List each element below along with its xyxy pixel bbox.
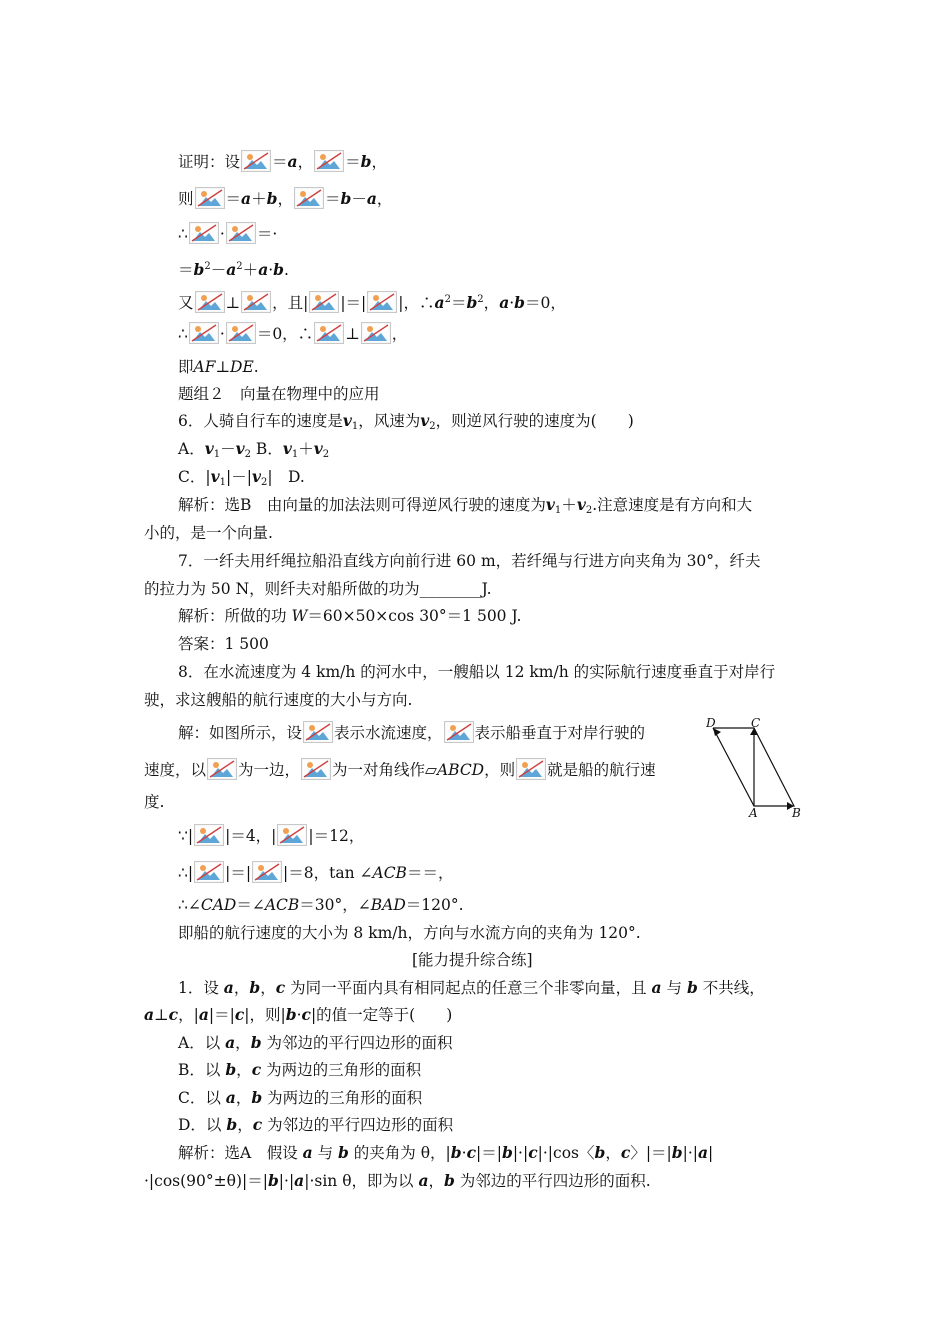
vector-image-icon xyxy=(207,758,237,780)
q7-solution: 解析：所做的功 W＝60×50×cos 30°＝1 500 J. xyxy=(178,607,522,625)
q8-solution-2: 速度，以 为一边， 为一对角线作▱ABCD，则 就是船的航行速 xyxy=(144,758,656,781)
vector-image-icon xyxy=(361,322,391,344)
proof-line-7: 即AF⊥DE. xyxy=(178,358,259,376)
p1-stem-2: a⊥c，|a|＝|c|，则|b·c|的值一定等于( ) xyxy=(144,1005,453,1024)
vector-image-icon xyxy=(309,291,339,313)
label-c: C xyxy=(751,716,761,730)
proof-line-3: ∴ · ＝· xyxy=(178,222,277,245)
vector-image-icon xyxy=(303,721,333,743)
proof-line-5: 又 ⊥ ，且| |＝| |，$\therefore a^2=b^2$，a·b＝0， xyxy=(178,293,566,312)
q7-answer: 答案：1 500 xyxy=(178,635,269,653)
vector-image-icon xyxy=(195,187,225,209)
vector-image-icon xyxy=(194,824,224,846)
q8-solution-1: 解：如图所示，设 表示水流速度， 表示船垂直于对岸行驶的 xyxy=(178,721,645,744)
vector-image-icon xyxy=(444,721,474,743)
vector-image-icon xyxy=(189,322,219,344)
vector-image-icon xyxy=(314,150,344,172)
vector-image-icon xyxy=(226,222,256,244)
vector-image-icon xyxy=(277,824,307,846)
q8-stem-2: 驶，求这艘船的航行速度的大小与方向. xyxy=(144,691,413,709)
q8-solution-4: ∵| |＝4，| |＝12， xyxy=(178,824,364,847)
vector-image-icon xyxy=(194,861,224,883)
q6-solution-1: 解析：选B 由向量的加法法则可得逆风行驶的速度为$v_1+v_2$.注意速度是有方向和大 xyxy=(178,495,753,516)
vector-image-icon xyxy=(241,291,271,313)
label-a: A xyxy=(749,806,758,820)
q8-solution-6: ∴∠CAD＝∠ACB＝30°，∠BAD＝120°. xyxy=(178,896,464,914)
p1-option-a: A．以 a，b 为邻边的平行四边形的面积 xyxy=(178,1033,453,1052)
q8-stem-1: 8．在水流速度为 4 km/h 的河水中，一艘船以 12 km/h 的实际航行速度垂直于对岸行 xyxy=(178,663,776,681)
parallelogram-diagram xyxy=(706,716,806,820)
q7-stem-2: 的拉力为 50 N，则纤夫对船所做的功为________J. xyxy=(144,580,492,598)
q6-options-cd: C．$|v_1|-|v_2|$ D. xyxy=(178,467,305,488)
p1-stem-1: 1．设 a，b，c 为同一平面内具有相同起点的任意三个非零向量，且 a 与 b 不共线， xyxy=(178,978,765,997)
q6-solution-2: 小的，是一个向量. xyxy=(144,524,273,542)
vector-image-icon xyxy=(294,187,324,209)
label-b: B xyxy=(792,806,801,820)
p1-option-b: B．以 b，c 为两边的三角形的面积 xyxy=(178,1060,422,1079)
vector-image-icon xyxy=(226,322,256,344)
section-title: [能力提升综合练] xyxy=(412,951,533,969)
q6-stem: 6．人骑自行车的速度是$v_1$，风速为$v_2$，则逆风行驶的速度为( ) xyxy=(178,411,634,432)
proof-line-6: ∴ · ＝0，∴ ⊥ ， xyxy=(178,322,407,345)
vector-image-icon xyxy=(195,291,225,313)
proof-line-1: 证明：设 ＝a， ＝b， xyxy=(178,152,387,171)
p1-solution-2: ·|cos(90°±θ)|＝|b|·|a|·sin θ，即为以 a，b 为邻边的平行四边形的面积. xyxy=(144,1171,651,1190)
q7-stem-1: 7．一纤夫用纤绳拉船沿直线方向前行进 60 m，若纤绳与行进方向夹角为 30°，纤夫 xyxy=(178,552,761,570)
vector-image-icon xyxy=(314,322,344,344)
p1-solution-1: 解析：选A 假设 a 与 b 的夹角为 θ，|b·c|＝|b|·|c|·|cos〈b，c〉|＝|b|·|a| xyxy=(178,1143,714,1162)
vector-image-icon xyxy=(252,861,282,883)
vector-image-icon xyxy=(516,758,546,780)
vector-image-icon xyxy=(301,758,331,780)
q8-conclusion: 即船的航行速度的大小为 8 km/h，方向与水流方向的夹角为 120°. xyxy=(178,924,641,942)
vector-image-icon xyxy=(189,222,219,244)
label-d: D xyxy=(706,716,716,730)
proof-line-4: $=b^2-a^2+a\cdot b$. xyxy=(178,260,289,279)
proof-line-2: 则 ＝a＋b， ＝b－a， xyxy=(178,189,393,208)
vector-image-icon xyxy=(367,291,397,313)
p1-option-d: D．以 b，c 为邻边的平行四边形的面积 xyxy=(178,1115,454,1134)
vector-image-icon xyxy=(241,150,271,172)
p1-option-c: C．以 a，b 为两边的三角形的面积 xyxy=(178,1088,423,1107)
q8-solution-3: 度. xyxy=(144,793,165,811)
q6-options-ab: A．$v_1-v_2$ B．$v_1+v_2$ xyxy=(178,439,330,460)
group2-title: 题组２ 向量在物理中的应用 xyxy=(178,385,380,403)
q8-solution-5: ∴| |＝| |＝8，tan ∠ACB＝＝， xyxy=(178,861,453,884)
